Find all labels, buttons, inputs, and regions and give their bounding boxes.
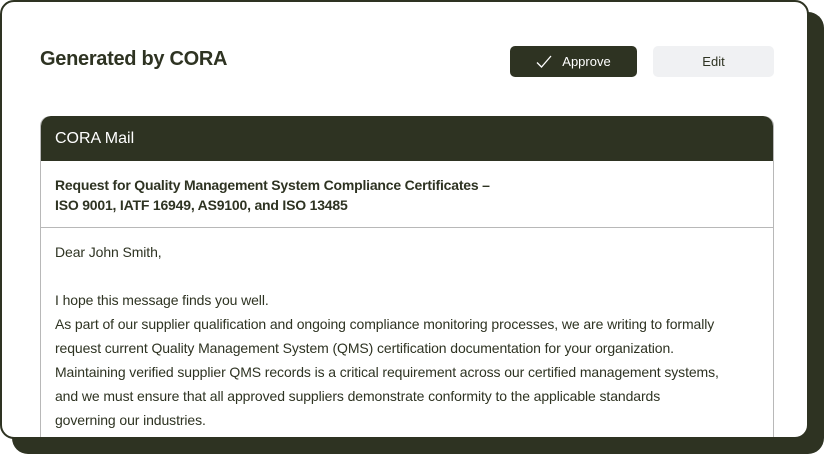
mail-subject-line: ISO 9001, IATF 16949, AS9100, and ISO 13485 [55, 197, 348, 213]
mail-header [41, 116, 773, 161]
mail-body-line: Maintaining verified supplier QMS records is a critical requirement across our certified management systems, [55, 364, 719, 380]
mail-body-line: governing our industries. [55, 412, 206, 428]
checkmark-icon [536, 55, 552, 69]
mail-preview [40, 116, 774, 439]
edit-button-label: Edit [702, 54, 725, 69]
mail-body-line: I hope this message finds you well. [55, 292, 269, 308]
approve-button-label: Approve [562, 54, 611, 69]
page-title: Generated by CORA [40, 48, 228, 70]
mail-body-line: As part of our supplier qualification and ongoing compliance monitoring processes, we are writing to formally [55, 316, 715, 332]
mail-subject-line: Request for Quality Management System Compliance Certificates – [55, 177, 490, 193]
mail-greeting: Dear John Smith, [55, 244, 162, 260]
mail-subject [41, 161, 773, 228]
mail-body [41, 228, 773, 439]
mail-body-line: request current Quality Management System (QMS) certification documentation for your organization. [55, 340, 674, 356]
mail-app-name: CORA Mail [55, 129, 135, 147]
mail-body-line: and we must ensure that all approved suppliers demonstrate conformity to the applicable standards [55, 388, 661, 404]
edit-button[interactable] [653, 46, 774, 77]
approve-button[interactable] [510, 46, 637, 77]
